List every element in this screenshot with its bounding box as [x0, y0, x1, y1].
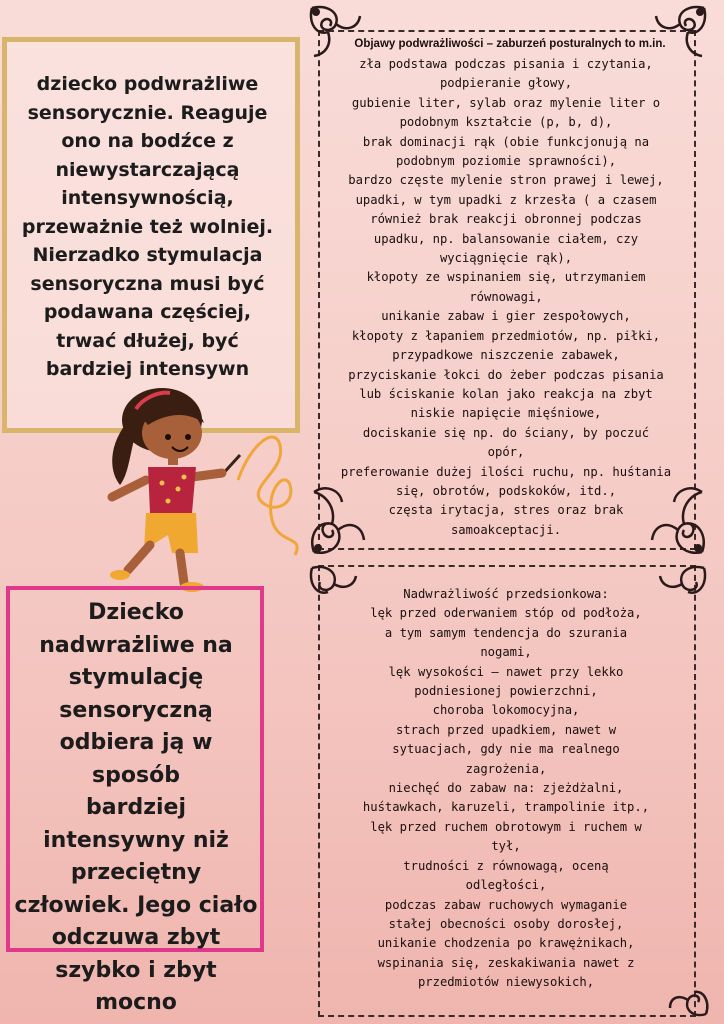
text-line: człowiek. Jego ciało: [14, 892, 258, 918]
hyposensitive-description: [20, 70, 275, 384]
text-line: sensoryczną: [59, 697, 213, 723]
corner-ornament-icon: [650, 2, 710, 60]
list-line: zła podstawa podczas pisania i czytania,: [359, 57, 653, 71]
list-line: choroba lokomocyjna,: [432, 703, 580, 718]
text-line: dziecko podwrażliwe: [36, 73, 259, 95]
hypersensitive-description: [14, 597, 258, 1020]
list-line: równowagi,: [469, 289, 543, 304]
list-line: unikanie zabaw i gier zespołowych,: [381, 309, 631, 324]
list-line: częsta irytacja, stres oraz brak: [388, 503, 624, 518]
postural-symptoms-list: [330, 55, 682, 540]
list-line: przypadkowe niszczenie zabawek,: [392, 348, 620, 363]
list-line: unikanie chodzenia po krawężnikach,: [377, 936, 635, 951]
text-line: odbiera ją w sposób: [59, 730, 213, 788]
list-line: wyciągnięcie rąk),: [439, 251, 573, 266]
list-line: dociskanie się np. do ściany, by poczuć: [362, 425, 650, 440]
list-line: wspinania się, zeskakiwania nawet z: [377, 955, 635, 970]
text-line: ono na bodźce z: [61, 130, 234, 152]
list-line: trudności z równowagą, oceną: [403, 858, 609, 873]
list-line: lęk wysokości – nawet przy lekko: [388, 664, 624, 679]
list-line: przyciskanie łokci do żeber podczas pisania: [348, 367, 664, 382]
text-line: bardziej intensywn: [45, 358, 250, 380]
text-line: szybko i zbyt mocno: [55, 957, 217, 1015]
list-line: a tym samym tendencja do szurania: [384, 625, 628, 640]
list-line: preferowanie dużej ilości ruchu, np. huśtania: [340, 464, 672, 479]
list-line: podpieranie głowy,: [439, 76, 573, 91]
text-line: Nierzadko stymulacja: [32, 244, 263, 266]
list-line: upadki, w tym upadki z krzesła ( a czasem: [355, 192, 657, 207]
text-line: odczuwa zbyt: [51, 925, 221, 950]
list-line: tył,: [491, 839, 521, 854]
text-line: intensywny niż: [43, 827, 229, 853]
list-line: brak dominacji rąk (obie funkcjonują na: [362, 134, 650, 149]
list-line: strach przed upadkiem, nawet w: [395, 722, 617, 737]
list-line: odległości,: [465, 878, 547, 893]
list-line: huśtawkach, karuzeli, trampolinie itp.,: [362, 800, 650, 815]
list-line: gubienie liter, sylab oraz mylenie liter o: [351, 95, 661, 110]
list-line: podobnym kształcie (p, b, d),: [399, 115, 613, 130]
text-line: bardziej: [86, 795, 186, 820]
text-line: sensoryczna musi być: [30, 272, 265, 295]
text-line: sensorycznie. Reaguje: [27, 101, 268, 124]
text-line: intensywnością,: [61, 187, 234, 209]
list-line: lęk przed oderwaniem stóp od podłoża,: [370, 606, 642, 621]
list-line: niskie napięcie mięśniowe,: [410, 406, 602, 421]
list-line: kłopoty ze wspinaniem się, utrzymaniem: [366, 270, 646, 285]
text-line: nadwrażliwe na: [39, 632, 233, 658]
text-line: przeciętny: [70, 860, 202, 885]
list-line: opór,: [487, 445, 525, 460]
list-line: Nadwrażliwość przedsionkowa:: [403, 587, 609, 601]
list-line: stałej obecności osoby dorosłej,: [388, 916, 624, 931]
list-line: podczas zabaw ruchowych wymaganie: [384, 897, 628, 912]
list-line: kłopoty z łapaniem przedmiotów, np. piłki,: [351, 328, 661, 343]
list-line: sytuacjach, gdy nie ma realnego: [392, 742, 620, 757]
list-line: przedmiotów niewysokich,: [417, 975, 595, 990]
list-line: nogami,: [480, 645, 532, 660]
list-line: lęk przed ruchem obrotowym i ruchem w: [370, 819, 642, 834]
text-line: podawana częściej,: [43, 301, 252, 323]
list-line: niechęć do zabaw na: zjeżdżalni,: [388, 781, 624, 796]
section-title: Objawy podwrażliwości – zaburzeń posturalnych to m.in.: [354, 38, 666, 50]
vestibular-hypersensitivity-list: [330, 585, 682, 993]
list-line: upadku, np. balansowanie ciałem, czy: [373, 231, 639, 246]
text-line: niewystarczającą: [55, 158, 240, 181]
girl-with-ribbon-illustration: [100, 385, 300, 595]
list-line: lub ściskanie kolan jako reakcja na zbyt: [359, 386, 653, 401]
text-line: przeważnie też wolniej.: [21, 215, 274, 238]
text-line: stymulację: [68, 665, 204, 690]
list-line: również brak reakcji obronnej podczas: [370, 212, 642, 227]
text-line: Dziecko: [88, 600, 184, 625]
list-line: podniesionej powierzchni,: [414, 684, 598, 699]
corner-ornament-icon: [306, 2, 366, 60]
text-line: trwać dłużej, być: [56, 329, 239, 352]
list-line: się, obrotów, podskoków, itd.,: [395, 483, 617, 498]
list-line: podobnym poziomie sprawności),: [395, 154, 617, 169]
list-line: bardzo częste mylenie stron prawej i lewej,: [348, 173, 664, 188]
list-line: samoakceptacji.: [450, 522, 562, 537]
list-line: zagrożenia,: [465, 761, 547, 776]
